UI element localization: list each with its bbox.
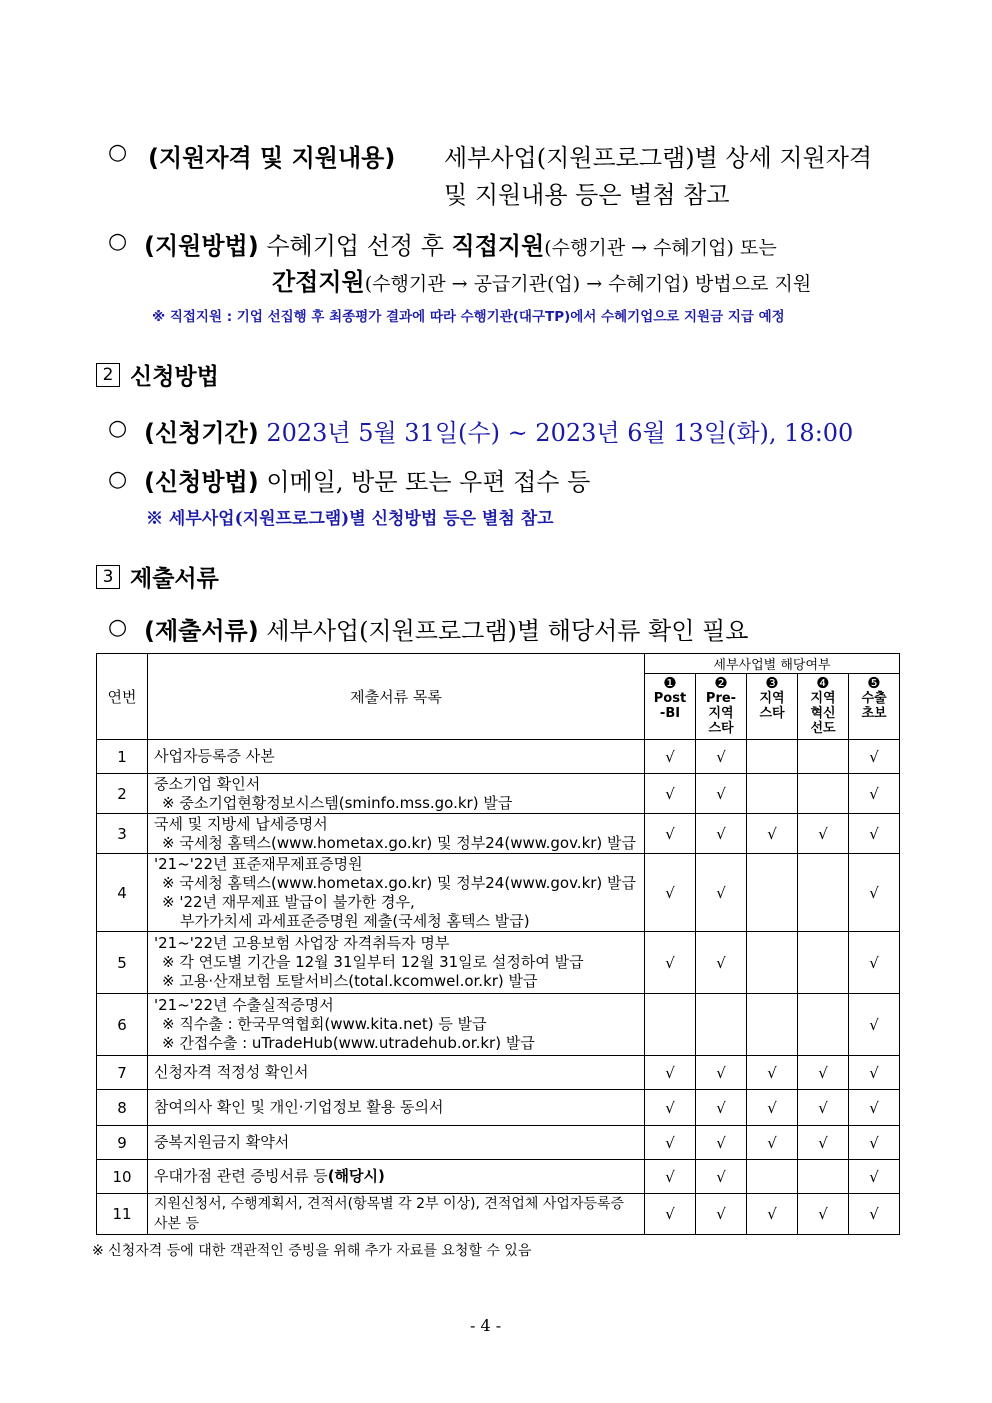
check-mark-icon: √ xyxy=(869,1098,879,1117)
check-mark-icon: √ xyxy=(869,883,879,902)
document-name: 중복지원금지 확약서 xyxy=(154,1133,290,1151)
check-cell-program-5 xyxy=(849,1090,900,1126)
check-mark-icon: √ xyxy=(665,784,675,803)
section-title: 제출서류 xyxy=(130,566,219,592)
method-label: (지원방법) xyxy=(144,232,259,260)
section-2-note: ※ 세부사업(지원프로그램)별 신청방법 등은 별첨 참고 xyxy=(146,509,554,529)
document-note: ※ 간접수출 : uTradeHub(www.utradehub.or.kr) 발급 xyxy=(162,1034,535,1052)
check-mark-icon: √ xyxy=(716,1098,726,1117)
program-name-line: 스타 xyxy=(708,721,734,736)
check-mark-icon: √ xyxy=(716,1063,726,1082)
program-number-icon: ❶ xyxy=(663,674,677,692)
check-cell-program-3 xyxy=(747,994,798,1056)
row-number: 4 xyxy=(97,854,148,932)
program-number-icon: ❷ xyxy=(714,674,728,692)
table-row xyxy=(97,854,900,932)
program-number-icon: ❸ xyxy=(765,674,779,692)
table-row xyxy=(97,774,900,814)
row-number: 5 xyxy=(97,932,148,994)
col-header-no: 연번 xyxy=(97,654,148,740)
check-cell-program-2 xyxy=(696,1160,747,1194)
document-note: ※ 국세청 홈텍스(www.hometax.go.kr) 및 정부24(www.gov.kr) 발급 xyxy=(162,833,637,852)
program-header-4 xyxy=(798,674,849,740)
check-mark-icon: √ xyxy=(716,824,726,843)
check-cell-program-4 xyxy=(798,740,849,774)
program-name-line: 지역 xyxy=(759,691,785,706)
check-mark-icon: √ xyxy=(767,1133,777,1152)
docs-label: (제출서류) xyxy=(144,617,259,645)
documents-table xyxy=(96,653,900,1235)
check-cell-program-5 xyxy=(849,1194,900,1235)
document-cell xyxy=(148,1160,645,1194)
document-cell xyxy=(148,774,645,814)
document-cell xyxy=(148,932,645,994)
document-cell xyxy=(148,1056,645,1090)
document-cell xyxy=(148,814,645,854)
program-name-line: 초보 xyxy=(861,706,887,721)
method-text-1a: 수혜기업 선정 후 xyxy=(266,232,452,260)
table-row xyxy=(97,932,900,994)
document-name: 국세 및 지방세 납세증명서 xyxy=(154,814,328,833)
document-note: ※ 고용·산재보험 토탈서비스(total.kcomwel.or.kr) 발급 xyxy=(162,972,538,990)
check-mark-icon: √ xyxy=(716,747,726,766)
check-cell-program-5 xyxy=(849,994,900,1056)
document-name: 지원신청서, 수행계획서, 견적서(항목별 각 2부 이상), 견적업체 사업자등록증 사본 등 xyxy=(154,1196,625,1232)
check-mark-icon: √ xyxy=(716,1167,726,1186)
check-mark-icon: √ xyxy=(818,1133,828,1152)
col-header-group: 세부사업별 해당여부 xyxy=(645,654,900,674)
check-cell-program-2 xyxy=(696,814,747,854)
method-text-2b: (수행기관 → 공급기관(업) → 수혜기업) 방법으로 지원 xyxy=(364,273,812,295)
check-mark-icon: √ xyxy=(869,1063,879,1082)
check-mark-icon: √ xyxy=(716,883,726,902)
check-mark-icon: √ xyxy=(818,1063,828,1082)
check-mark-icon: √ xyxy=(665,953,675,972)
check-cell-program-4 xyxy=(798,1090,849,1126)
row-number: 3 xyxy=(97,814,148,854)
qualification-bullet xyxy=(108,140,127,165)
check-cell-program-1 xyxy=(645,1160,696,1194)
bullet-mark: ○ xyxy=(108,140,128,165)
table-row xyxy=(97,1194,900,1235)
document-note: ※ 직수출 : 한국무역협회(www.kita.net) 등 발급 xyxy=(162,1015,487,1033)
check-cell-program-4 xyxy=(798,814,849,854)
check-cell-program-1 xyxy=(645,932,696,994)
check-mark-icon: √ xyxy=(767,1063,777,1082)
check-cell-program-4 xyxy=(798,1160,849,1194)
qualification-text-2: 및 지원내용 등은 별첨 참고 xyxy=(444,181,730,209)
check-cell-program-5 xyxy=(849,740,900,774)
method-line-2 xyxy=(272,262,811,297)
check-mark-icon: √ xyxy=(665,883,675,902)
way-value: 이메일, 방문 또는 우편 접수 등 xyxy=(266,468,591,496)
check-cell-program-5 xyxy=(849,854,900,932)
row-number: 10 xyxy=(97,1160,148,1194)
row-number: 11 xyxy=(97,1194,148,1235)
check-cell-program-5 xyxy=(849,814,900,854)
check-cell-program-3 xyxy=(747,1090,798,1126)
check-cell-program-3 xyxy=(747,1056,798,1090)
program-name-line: 스타 xyxy=(759,706,785,721)
check-cell-program-2 xyxy=(696,1126,747,1160)
period-bullet-mark: ○ xyxy=(108,416,128,441)
document-condition: (해당시) xyxy=(327,1167,385,1185)
check-mark-icon: √ xyxy=(716,1205,726,1223)
check-cell-program-2 xyxy=(696,1056,747,1090)
document-name: 우대가점 관련 증빙서류 등 xyxy=(154,1167,328,1185)
way-line xyxy=(144,462,590,497)
method-text-2a: 간접지원 xyxy=(272,267,365,296)
check-mark-icon: √ xyxy=(716,784,726,803)
program-header-3 xyxy=(747,674,798,740)
check-cell-program-1 xyxy=(645,1194,696,1235)
check-mark-icon: √ xyxy=(665,1205,675,1223)
check-mark-icon: √ xyxy=(869,1205,879,1223)
document-name: '21~'22년 표준재무제표증명원 xyxy=(154,854,363,873)
check-cell-program-2 xyxy=(696,774,747,814)
document-cell xyxy=(148,1194,645,1235)
check-mark-icon: √ xyxy=(869,1015,879,1034)
way-bullet-mark: ○ xyxy=(108,467,128,492)
section-number-box: 2 xyxy=(96,363,120,387)
page-number: - 4 - xyxy=(470,1316,502,1335)
check-cell-program-4 xyxy=(798,1056,849,1090)
program-name-line: 혁신 xyxy=(810,706,836,721)
check-mark-icon: √ xyxy=(767,1098,777,1117)
method-text-1b: 직접지원 xyxy=(451,231,545,260)
document-name: 참여의사 확인 및 개인·기업정보 활용 동의서 xyxy=(154,1098,444,1116)
row-number: 1 xyxy=(97,740,148,774)
table-row xyxy=(97,1160,900,1194)
check-mark-icon: √ xyxy=(869,747,879,766)
check-mark-icon: √ xyxy=(869,1167,879,1186)
check-cell-program-1 xyxy=(645,774,696,814)
check-cell-program-2 xyxy=(696,994,747,1056)
check-mark-icon: √ xyxy=(716,1133,726,1152)
document-note: 부가가치세 과세표준증명원 제출(국세청 홈텍스 발급) xyxy=(180,911,530,930)
check-cell-program-3 xyxy=(747,1160,798,1194)
check-mark-icon: √ xyxy=(869,1133,879,1152)
check-mark-icon: √ xyxy=(767,1205,777,1223)
check-cell-program-3 xyxy=(747,740,798,774)
check-cell-program-4 xyxy=(798,994,849,1056)
section-2-heading xyxy=(96,358,219,391)
check-mark-icon: √ xyxy=(665,747,675,766)
period-line xyxy=(144,413,853,448)
row-number: 8 xyxy=(97,1090,148,1126)
row-number: 9 xyxy=(97,1126,148,1160)
check-cell-program-2 xyxy=(696,1090,747,1126)
check-cell-program-1 xyxy=(645,994,696,1056)
check-mark-icon: √ xyxy=(818,824,828,843)
check-cell-program-1 xyxy=(645,1090,696,1126)
qualification-text-1: 세부사업(지원프로그램)별 상세 지원자격 xyxy=(444,144,873,172)
check-cell-program-5 xyxy=(849,1160,900,1194)
document-cell xyxy=(148,1090,645,1126)
check-mark-icon: √ xyxy=(767,824,777,843)
check-cell-program-5 xyxy=(849,774,900,814)
docs-line xyxy=(144,611,748,646)
method-note: ※ 직접지원 : 기업 선집행 후 최종평가 결과에 따라 수행기관(대구TP)에서 수혜기업으로 지원금 지급 예정 xyxy=(152,309,785,325)
document-note: ※ 중소기업현황정보시스템(sminfo.mss.go.kr) 발급 xyxy=(162,793,513,812)
check-cell-program-1 xyxy=(645,814,696,854)
table-row xyxy=(97,1090,900,1126)
section-title: 신청방법 xyxy=(130,364,219,390)
document-note: ※ '22년 재무제표 발급이 불가한 경우, xyxy=(162,892,415,911)
document-name: '21~'22년 수출실적증명서 xyxy=(154,996,334,1014)
program-name-line: 수출 xyxy=(861,691,887,706)
section-3-heading xyxy=(96,560,219,593)
check-cell-program-4 xyxy=(798,932,849,994)
check-cell-program-4 xyxy=(798,1126,849,1160)
section-number-box: 3 xyxy=(96,565,120,589)
method-bullet-mark: ○ xyxy=(108,229,128,254)
check-cell-program-5 xyxy=(849,1056,900,1090)
check-mark-icon: √ xyxy=(665,1133,675,1152)
table-row xyxy=(97,814,900,854)
row-number: 7 xyxy=(97,1056,148,1090)
check-mark-icon: √ xyxy=(665,1167,675,1186)
check-cell-program-3 xyxy=(747,1194,798,1235)
check-cell-program-5 xyxy=(849,1126,900,1160)
document-name: '21~'22년 고용보험 사업장 자격취득자 명부 xyxy=(154,934,450,952)
document-note: ※ 각 연도별 기간을 12월 31일부터 12월 31일로 설정하여 발급 xyxy=(162,953,584,971)
check-mark-icon: √ xyxy=(869,824,879,843)
document-name: 사업자등록증 사본 xyxy=(154,747,275,765)
check-cell-program-3 xyxy=(747,814,798,854)
qualification-label: (지원자격 및 지원내용) xyxy=(148,144,396,172)
period-value: 2023년 5월 31일(수) ~ 2023년 6월 13일(화), 18:00 xyxy=(266,419,854,447)
document-name: 신청자격 적정성 확인서 xyxy=(154,1063,309,1081)
check-cell-program-4 xyxy=(798,774,849,814)
program-header-2 xyxy=(696,674,747,740)
program-name-line: -BI xyxy=(659,706,681,721)
document-cell xyxy=(148,1126,645,1160)
program-header-1 xyxy=(645,674,696,740)
check-mark-icon: √ xyxy=(818,1098,828,1117)
table-row xyxy=(97,1126,900,1160)
check-cell-program-1 xyxy=(645,1126,696,1160)
table-row xyxy=(97,994,900,1056)
check-mark-icon: √ xyxy=(716,953,726,972)
period-label: (신청기간) xyxy=(144,419,259,447)
program-number-icon: ❹ xyxy=(816,674,830,692)
check-cell-program-4 xyxy=(798,854,849,932)
document-name: 중소기업 확인서 xyxy=(154,774,261,793)
document-note: ※ 국세청 홈텍스(www.hometax.go.kr) 및 정부24(www.gov.kr) 발급 xyxy=(162,873,637,892)
check-mark-icon: √ xyxy=(665,1098,675,1117)
check-cell-program-2 xyxy=(696,932,747,994)
program-name-line: Pre- xyxy=(705,691,737,706)
check-cell-program-3 xyxy=(747,774,798,814)
check-mark-icon: √ xyxy=(869,953,879,972)
check-mark-icon: √ xyxy=(818,1205,828,1223)
table-footnote: ※ 신청자격 등에 대한 객관적인 증빙을 위해 추가 자료를 요청할 수 있음 xyxy=(92,1243,532,1259)
col-header-docs: 제출서류 목록 xyxy=(148,654,645,740)
method-text-1c: (수행기관 → 수혜기업) 또는 xyxy=(544,237,777,259)
document-cell xyxy=(148,994,645,1056)
document-cell xyxy=(148,740,645,774)
program-header-5 xyxy=(849,674,900,740)
program-name-line: 지역 xyxy=(708,706,734,721)
check-cell-program-1 xyxy=(645,740,696,774)
check-cell-program-5 xyxy=(849,932,900,994)
check-mark-icon: √ xyxy=(665,1063,675,1082)
table-row xyxy=(97,1056,900,1090)
row-number: 6 xyxy=(97,994,148,1056)
method-line-1 xyxy=(144,226,777,261)
program-name-line: 선도 xyxy=(810,721,836,736)
check-cell-program-3 xyxy=(747,1126,798,1160)
check-cell-program-1 xyxy=(645,854,696,932)
check-mark-icon: √ xyxy=(869,784,879,803)
way-label: (신청방법) xyxy=(144,468,259,496)
docs-value: 세부사업(지원프로그램)별 해당서류 확인 필요 xyxy=(266,617,749,645)
docs-bullet-mark: ○ xyxy=(108,615,128,640)
check-cell-program-3 xyxy=(747,932,798,994)
check-cell-program-4 xyxy=(798,1194,849,1235)
table-row xyxy=(97,740,900,774)
program-number-icon: ❺ xyxy=(867,674,881,692)
check-mark-icon: √ xyxy=(665,824,675,843)
row-number: 2 xyxy=(97,774,148,814)
check-cell-program-1 xyxy=(645,1056,696,1090)
check-cell-program-2 xyxy=(696,1194,747,1235)
document-cell xyxy=(148,854,645,932)
check-cell-program-2 xyxy=(696,854,747,932)
program-name-line: 지역 xyxy=(810,691,836,706)
check-cell-program-3 xyxy=(747,854,798,932)
program-name-line: Post xyxy=(653,691,687,706)
check-cell-program-2 xyxy=(696,740,747,774)
